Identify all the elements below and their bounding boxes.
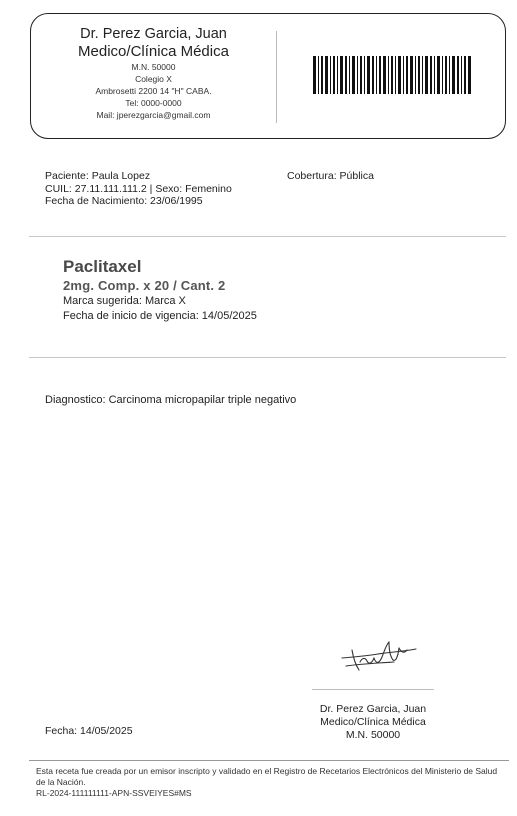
patient-birth-date: Fecha de Nacimiento: 23/06/1995 [45, 195, 203, 207]
barcode-icon [313, 56, 473, 94]
diagnosis-label: Diagnostico: [45, 394, 106, 406]
signature-specialty: Medico/Clínica Médica [320, 716, 426, 728]
header-divider [276, 31, 277, 123]
patient-cuil-sex: CUIL: 27.11.111.111.2 | Sexo: Femenino [45, 182, 232, 195]
footer-divider [29, 760, 509, 761]
signature-license: M.N. 50000 [345, 729, 401, 741]
signature-line [312, 689, 434, 690]
doctor-email: Mail: jperezgarcia@gmail.com [96, 110, 211, 120]
coverage-label: Cobertura: [287, 170, 337, 182]
diagnosis [45, 394, 296, 406]
doctor-info [31, 26, 276, 121]
signature-icon [338, 636, 420, 678]
medication-brand [63, 294, 257, 309]
doctor-license: M.N. 50000 [131, 62, 176, 72]
coverage [287, 170, 374, 182]
doctor-specialty: Medico/Clínica Médica [78, 43, 229, 60]
signature-name: Dr. Perez Garcia, Juan [319, 703, 427, 715]
medication-start-date: Fecha de inicio de vigencia: 14/05/2025 [63, 310, 257, 322]
medication-presentation: 2mg. Comp. x 20 / Cant. 2 [63, 278, 226, 293]
coverage-value: Pública [339, 170, 374, 182]
medication-block [63, 257, 257, 324]
prescription-date: Fecha: 14/05/2025 [45, 725, 133, 737]
medication-name: Paclitaxel [63, 257, 142, 276]
divider-patient [29, 236, 506, 237]
diagnosis-value: Carcinoma micropapilar triple negativo [108, 394, 297, 406]
signature-block [300, 703, 446, 742]
brand-value: Marca X [144, 295, 186, 307]
doctor-address: Ambrosetti 2200 14 "H" CABA. [95, 86, 212, 96]
doctor-college: Colegio X [135, 74, 172, 84]
brand-label: Marca sugerida: [63, 295, 142, 307]
doctor-name: Dr. Perez Garcia, Juan [80, 26, 227, 42]
patient-info [45, 170, 232, 208]
footer-code: RL-2024-111111111-APN-SSVEIYES#MS [36, 788, 192, 798]
footer [36, 766, 506, 799]
divider-medication [29, 357, 506, 358]
doctor-header-box [30, 13, 506, 139]
footer-notice: Esta receta fue creada por un emisor inscripto y validado en el Registro de Recetarios Electrónicos del Ministerio de Salud de la Nación. [36, 766, 498, 787]
patient-name: Paciente: Paula Lopez [45, 170, 151, 182]
doctor-phone: Tel: 0000-0000 [125, 98, 182, 108]
